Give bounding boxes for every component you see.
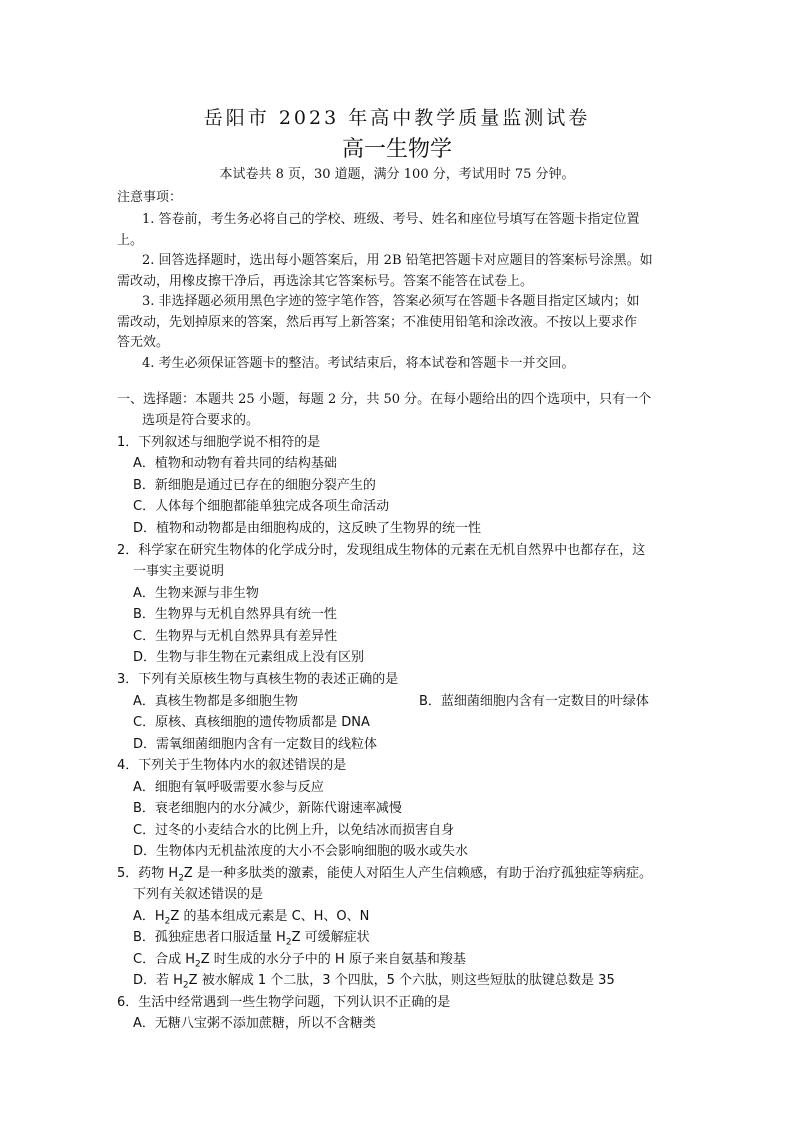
notes-heading: 注意事项： [117,190,183,205]
question-3-option-d: D．需氧细菌细胞内含有一定数目的线粒体 [133,737,378,752]
question-3-option-a: A．真核生物都是多细胞生物 [133,694,298,709]
option-a-part2: Z 的基本组成元素是 C、H、O、N [170,909,370,924]
question-4-option-c: C．过冬的小麦结合水的比例上升，以免结冰而损害自身 [133,823,455,838]
question-4-stem: 4．下列关于生物体内水的叙述错误的是 [117,758,347,773]
question-2-option-a: A．生物来源与非生物 [133,586,259,601]
option-d-part2: Z 被水解成 1 个二肽，3 个四肽，5 个六肽，则这些短肽的肽键总数是 35 [188,973,615,988]
question-5-stem [117,862,652,884]
question-4-option-b: B．衰老细胞内的水分减少，新陈代谢速率减慢 [133,801,402,816]
subject-title: 高一生物学 [341,137,452,162]
note-3-line3: 答无效。 [117,335,170,350]
note-3-line1: 3. 非选择题必须用黑色字迹的签字笔作答，答案必须写在答题卡各题目指定区域内；如 [142,294,640,309]
question-6-stem: 6．生活中经常遇到一些生物学问题，下列认识不正确的是 [117,995,451,1010]
question-4-option-a: A．细胞有氧呼吸需要水参与反应 [133,780,324,795]
question-5-option-d [133,969,615,991]
question-3-option-b: B．蓝细菌细胞内含有一定数目的叶绿体 [419,694,649,709]
question-5-option-a [133,905,369,927]
option-c-part2: Z 时生成的水分子中的 H 原子来自氨基和羧基 [200,952,466,967]
option-b-part1: B．孤独症患者口服适量 H [133,930,286,945]
note-4-line1: 4. 考生必须保证答题卡的整洁。考试结束后，将本试卷和答题卡一并交回。 [142,356,575,371]
question-6-option-a: A．无糖八宝粥不添加蔗糖，所以不含糖类 [133,1016,376,1031]
question-5-stem-part2: Z 是一种多肽类的激素，能使人对陌生人产生信赖感，有助于治疗孤独症等病症。 [183,866,652,881]
question-1-option-a: A．植物和动物有着共同的结构基础 [133,456,337,471]
note-1-line1: 1. 答卷前，考生务必将自己的学校、班级、考号、姓名和座位号填写在答题卡指定位置 [142,212,640,227]
section-heading-line1: 一、选择题：本题共 25 小题，每题 2 分，共 50 分。在每小题给出的四个选项中，只有一个 [117,392,652,407]
question-1-option-d: D．植物和动物都是由细胞构成的，这反映了生物界的统一性 [133,521,482,536]
question-1-option-b: B．新细胞是通过已存在的细胞分裂产生的 [133,478,376,493]
option-b-part2: Z 可缓解症状 [291,930,370,945]
question-1-option-c: C．人体每个细胞都能单独完成各项生命活动 [133,499,390,514]
subscript-2: 2 [182,980,189,991]
question-2-stem: 2．科学家在研究生物体的化学成分时，发现组成生物体的元素在无机自然界中也都存在，这 [117,543,646,558]
note-3-line2: 需改动，先划掉原来的答案，然后再写上新答案；不准使用铅笔和涂改液。不按以上要求作 [117,315,638,330]
question-3-stem: 3．下列有关原核生物与真核生物的表述正确的是 [117,672,399,687]
question-5-stem-part1: 5．药物 H [117,866,179,881]
question-3-option-c: C．原核、真核细胞的遗传物质都是 DNA [133,715,370,730]
option-a-part1: A．H [133,909,165,924]
question-5-option-c [133,948,466,970]
question-4-option-d: D．生物体内无机盐浓度的大小不会影响细胞的吸水或失水 [133,844,469,859]
question-1-stem: 1．下列叙述与细胞学说不相符的是 [117,435,321,450]
question-2-option-d: D．生物与非生物在元素组成上没有区别 [133,650,365,665]
option-d-part1: D．若 H [133,973,183,988]
note-1-line2: 上。 [117,233,144,248]
question-5-stem-line2: 下列有关叙述错误的是 [133,887,264,902]
subscript-2: 2 [285,937,292,948]
question-2-option-b: B．生物界与无机自然界具有统一性 [133,607,337,622]
subscript-2: 2 [164,916,171,927]
exam-info: 本试卷共 8 页，30 道题，满分 100 分，考试用时 75 分钟。 [219,167,575,182]
option-c-part1: C．合成 H [133,952,195,967]
question-2-stem-line2: 一事实主要说明 [133,564,225,579]
note-2-line2: 需改动，用橡皮擦干净后，再选涂其它答案标号。答案不能答在试卷上。 [117,274,534,289]
note-2-line1: 2. 回答选择题时，选出每小题答案后，用 2B 铅笔把答题卡对应题目的答案标号涂黑。如 [142,253,653,268]
question-5-option-b [133,926,370,948]
subscript-2: 2 [178,873,184,884]
section-heading-line2: 选项是符合要求的。 [142,413,260,428]
question-2-option-c: C．生物界与无机自然界具有差异性 [133,629,338,644]
subscript-2: 2 [195,959,201,970]
exam-title: 岳阳市 2023 年高中教学质量监测试卷 [203,107,591,129]
